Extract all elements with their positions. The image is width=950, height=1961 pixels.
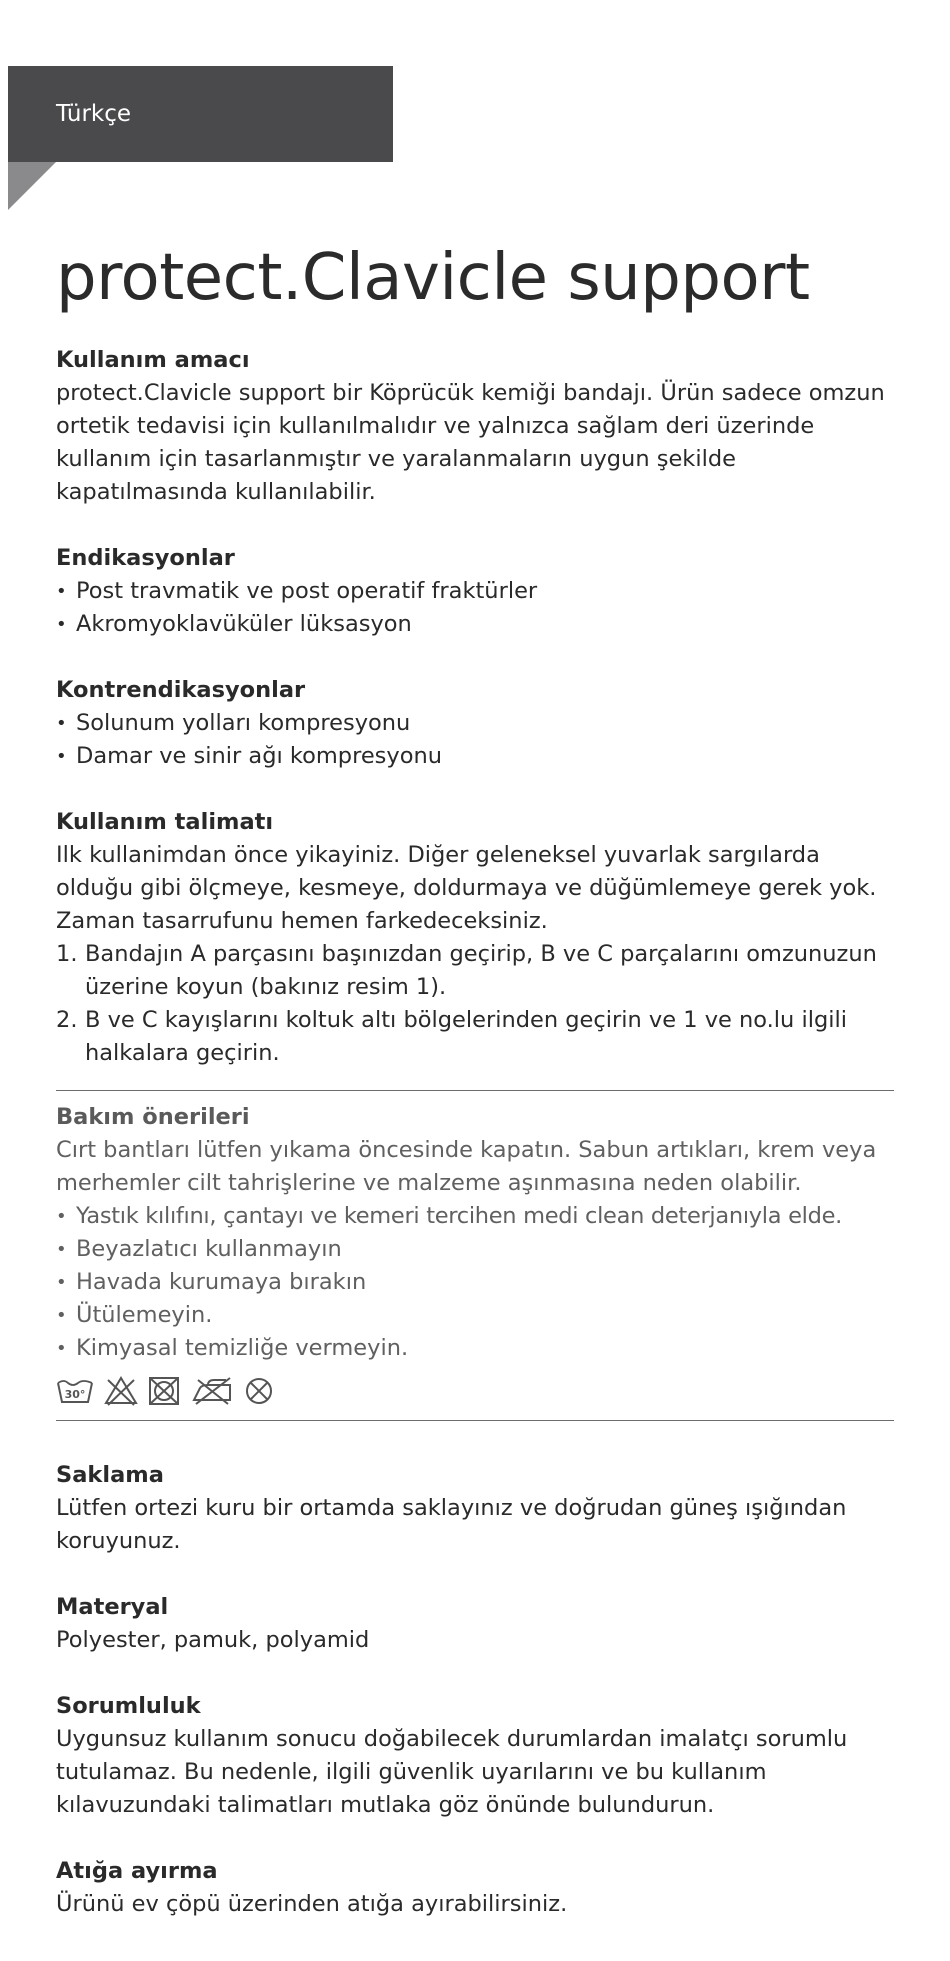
liability-text: Uygunsuz kullanım sonucu doğabilecek durumlardan imalatçı sorumlu tutulamaz. Bu nedenle, ilgili güvenlik uyarılarını ve bu kullanım kılavuzundaki talimatları mutlaka göz önünde bulundurun. (56, 1726, 848, 1818)
contraindications-list (56, 707, 894, 773)
list-item: • Yastık kılıfını, çantayı ve kemeri tercihen medi clean deterjanıyla elde. (56, 1200, 894, 1233)
care-text: Cırt bantları lütfen yıkama öncesinde kapatın. Sabun artıkları, krem veya merhemler cilt tahrişlerine ve malzeme aşınmasına neden olabilir. (56, 1137, 877, 1196)
liability-section (56, 1690, 894, 1822)
wash-temp-label: 30° (64, 1388, 86, 1401)
indications-list (56, 575, 894, 641)
wash-30-icon (56, 1377, 94, 1405)
material-heading: Materyal (56, 1594, 169, 1620)
step-item (56, 1004, 894, 1070)
list-item: • Beyazlatıcı kullanmayın (56, 1233, 894, 1266)
indications-heading: Endikasyonlar (56, 545, 235, 571)
disposal-heading: Atığa ayırma (56, 1858, 218, 1884)
no-iron-icon (190, 1376, 234, 1406)
instructions-steps (56, 938, 894, 1070)
intended-use-text: protect.Clavicle support bir Köprücük kemiği bandajı. Ürün sadece omzun ortetik tedavisi için kullanılmalıdır ve yalnızca sağlam deri üzerinde kullanım için tasarlanmıştır ve yaralanmaların uygun şekilde kapatılmasında kullanılabilir. (56, 380, 885, 505)
page-title: protect.Clavicle support (56, 241, 810, 315)
instructions-section (56, 806, 894, 1070)
storage-text: Lütfen ortezi kuru bir ortamda saklayınız ve doğrudan güneş ışığından koruyunuz. (56, 1495, 847, 1554)
contraindications-section (56, 674, 894, 773)
contraindications-heading: Kontrendikasyonlar (56, 677, 306, 703)
instructions-heading: Kullanım talimatı (56, 809, 274, 835)
instructions-text: Ilk kullanimdan önce yikayiniz. Diğer geleneksel yuvarlak sargılarda olduğu gibi ölçmeye, kesmeye, doldurmaya ve düğümlemeye gerek yok. Zaman tasarrufunu hemen farkedeceksiniz. (56, 842, 877, 934)
care-section (56, 1101, 894, 1406)
no-dry-clean-icon (244, 1376, 274, 1406)
list-item: • Solunum yolları kompresyonu (56, 707, 894, 740)
material-section (56, 1591, 894, 1657)
care-list (56, 1200, 894, 1365)
list-item: • Akromyoklavüküler lüksasyon (56, 608, 894, 641)
language-tab (8, 66, 393, 162)
intended-use-heading: Kullanım amacı (56, 347, 250, 373)
indications-section (56, 542, 894, 641)
list-item: • Ütülemeyin. (56, 1299, 894, 1332)
intended-use-section (56, 344, 894, 509)
material-text: Polyester, pamuk, polyamid (56, 1627, 370, 1653)
care-symbols (56, 1376, 894, 1406)
storage-heading: Saklama (56, 1462, 164, 1488)
list-item: • Post travmatik ve post operatif fraktürler (56, 575, 894, 608)
step-number: 2. (56, 1007, 78, 1033)
language-tab-fold (8, 162, 56, 210)
liability-heading: Sorumluluk (56, 1693, 201, 1719)
disposal-text: Ürünü ev çöpü üzerinden atığa ayırabilirsiniz. (56, 1891, 568, 1917)
no-bleach-icon (104, 1376, 138, 1406)
step-text: Bandajın A parçasını başınızdan geçirip, B ve C parçalarını omzunuzun üzerine koyun (bakınız resim 1). (85, 941, 877, 1000)
step-number: 1. (56, 941, 78, 967)
list-item: • Damar ve sinir ağı kompresyonu (56, 740, 894, 773)
step-text: B ve C kayışlarını koltuk altı bölgelerinden geçirin ve 1 ve no.lu ilgili halkalara geçirin. (85, 1007, 848, 1066)
no-tumble-dry-icon (148, 1376, 180, 1406)
language-tab-label: Türkçe (56, 101, 132, 127)
care-heading: Bakım önerileri (56, 1104, 250, 1130)
step-item (56, 938, 894, 1004)
list-item: • Kimyasal temizliğe vermeyin. (56, 1332, 894, 1365)
storage-section (56, 1459, 894, 1558)
disposal-section (56, 1855, 894, 1921)
document-body (56, 344, 894, 1921)
list-item: • Havada kurumaya bırakın (56, 1266, 894, 1299)
